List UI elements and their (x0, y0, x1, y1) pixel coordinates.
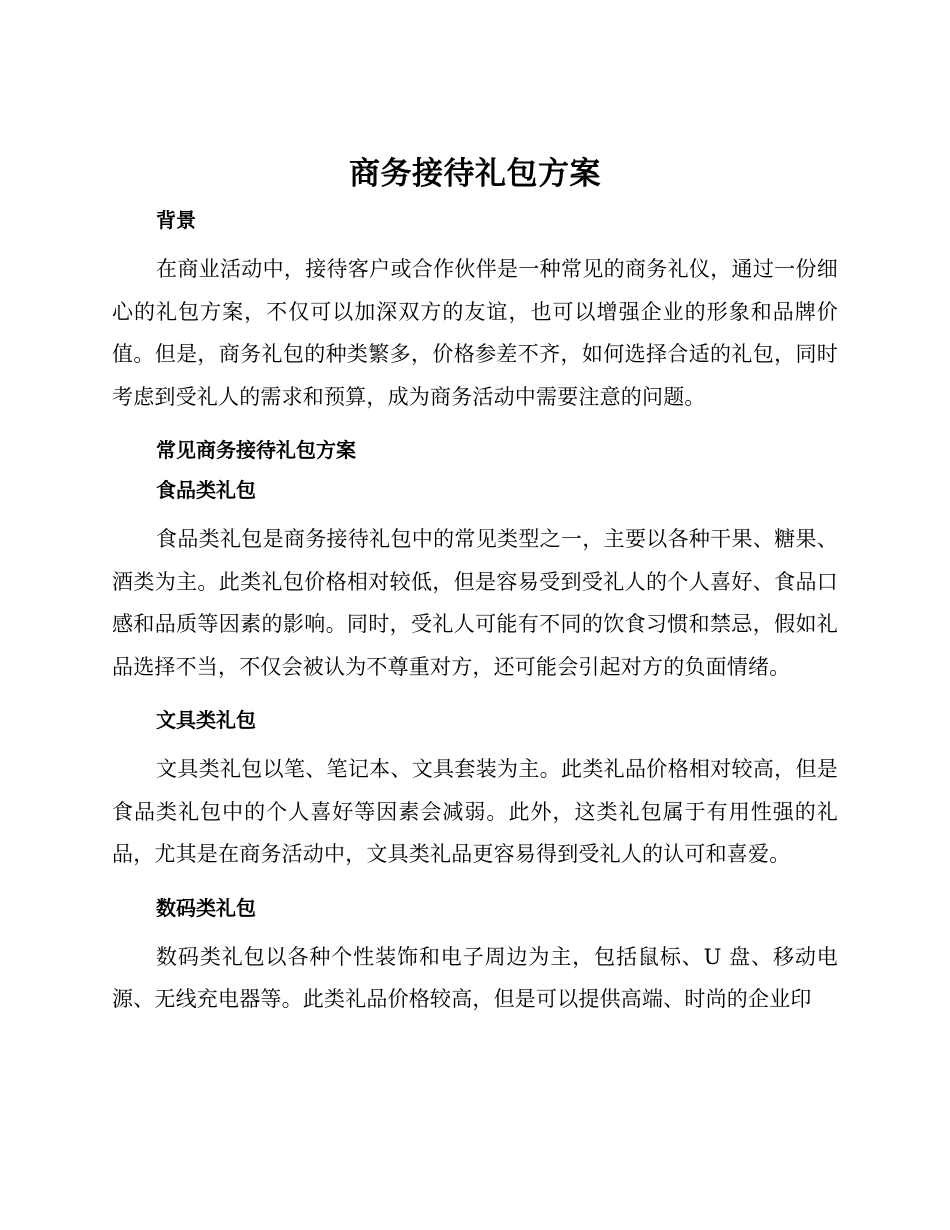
section-heading-stationery-package: 文具类礼包 (156, 708, 256, 732)
document-title: 商务接待礼包方案 (349, 156, 601, 192)
section-heading-food-package: 食品类礼包 (156, 478, 256, 502)
document-body (112, 148, 838, 1033)
section-paragraph-digital-package: 数码类礼包以各种个性装饰和电子周边为主，包括鼠标、U 盘、移动电源、无线充电器等。此类礼品价格较高，但是可以提供高端、时尚的企业印 (112, 944, 838, 1011)
section-paragraph-background: 在商业活动中，接待客户或合作伙伴是一种常见的商务礼仪，通过一份细心的礼包方案，不仅可以加深双方的友谊，也可以增强企业的形象和品牌价值。但是，商务礼包的种类繁多，价格参差不齐，如何选择合适的礼包，同时考虑到受礼人的需求和预算，成为商务活动中需要注意的问题。 (112, 257, 838, 409)
section-heading-background: 背景 (156, 208, 196, 232)
section-heading-digital-package: 数码类礼包 (156, 895, 256, 920)
section-heading-common-plans: 常见商务接待礼包方案 (156, 438, 356, 462)
section-paragraph-stationery-package: 文具类礼包以笔、笔记本、文具套装为主。此类礼品价格相对较高，但是食品类礼包中的个人喜好等因素会减弱。此外，这类礼包属于有用性强的礼品，尤其是在商务活动中，文具类礼品更容易得到受礼人的认可和喜爱。 (112, 757, 838, 866)
section-paragraph-food-package: 食品类礼包是商务接待礼包中的常见类型之一，主要以各种干果、糖果、酒类为主。此类礼包价格相对较低，但是容易受到受礼人的个人喜好、食品口感和品质等因素的影响。同时，受礼人可能有不同的饮食习惯和禁忌，假如礼品选择不当，不仅会被认为不尊重对方，还可能会引起对方的负面情绪。 (112, 527, 838, 679)
